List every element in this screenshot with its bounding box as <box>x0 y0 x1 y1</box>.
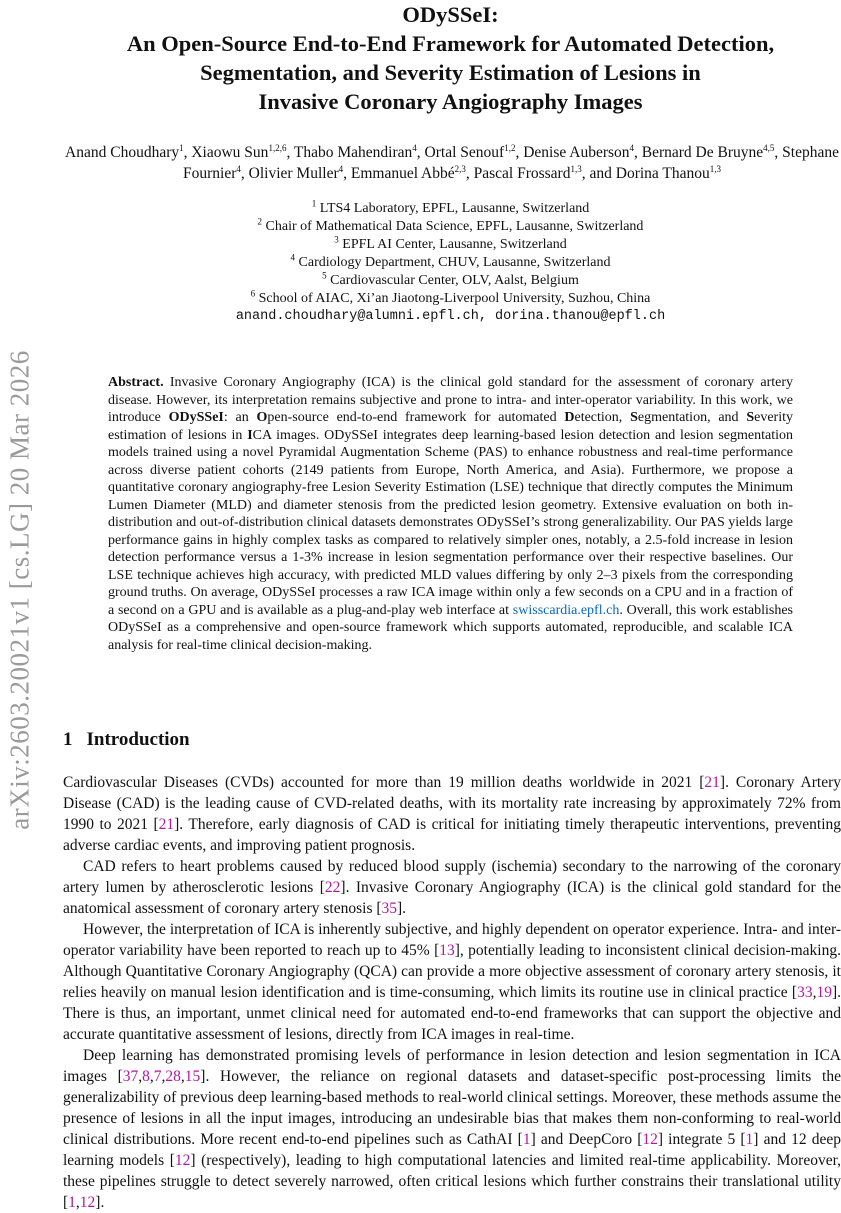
title-line: Segmentation, and Severity Estimation of Lesions in <box>200 60 701 85</box>
citation-link[interactable]: 1 <box>745 1131 754 1148</box>
citation-link[interactable]: 1 <box>522 1131 531 1148</box>
citation-link[interactable]: 8 <box>142 1068 150 1085</box>
author: Bernard De Bruyne$^{4,5}$ <box>641 142 775 161</box>
author: Thabo Mahendiran$^4$ <box>293 142 417 161</box>
citation-link[interactable]: 15 <box>184 1068 201 1085</box>
title-line: An Open-Source End-to-End Framework for Automated Detection, <box>126 31 775 56</box>
abstract-label: Abstract. <box>108 375 164 390</box>
author: Dorina Thanou$^{1,3}$ <box>615 163 721 182</box>
citation-link[interactable]: 22 <box>324 879 341 896</box>
citation-link[interactable]: 1 <box>68 1194 76 1211</box>
paragraph: CAD refers to heart problems caused by reduced blood supply (ischemia) secondary to the narrowing of the coronary artery lumen by atherosclerotic lesions [22]. Invasive Coronary Angiography (ICA) is the clinical gold standard for the anatomical assessment of coronary artery stenosis [35]. <box>63 858 841 917</box>
affiliation: $^1$ LTS4 Laboratory, EPFL, Lausanne, Switzerland <box>311 198 590 216</box>
citation-link[interactable]: 7 <box>153 1068 162 1085</box>
citation-link[interactable]: 13 <box>439 942 455 959</box>
title-line: ODySSeI: <box>402 2 499 27</box>
author: Ortal Senouf$^{1,2}$ <box>424 142 516 161</box>
citation-link[interactable]: 37 <box>122 1068 139 1085</box>
author: Denise Auberson$^4$ <box>523 142 635 161</box>
section-heading: 1 Introduction <box>63 729 190 750</box>
citation-link[interactable]: 21 <box>704 774 720 791</box>
citation-link[interactable]: 35 <box>381 900 398 917</box>
citation-link[interactable]: 21 <box>158 816 175 833</box>
citation-link[interactable]: 12 <box>642 1131 658 1148</box>
author: Olivier Muller$^4$ <box>248 163 344 182</box>
affiliations <box>60 200 841 326</box>
citation-link[interactable]: 12 <box>174 1152 191 1169</box>
affiliation: $^4$ Cardiology Department, CHUV, Lausanne, Switzerland <box>290 252 611 270</box>
author: Pascal Frossard$^{1,3}$ <box>473 163 582 182</box>
paragraph: Deep learning has demonstrated promising levels of performance in lesion detection and lesion segmentation in ICA images [37,8,7,28,15]. However, the reliance on regional datasets and dataset-specific post-processing limits the generalizability of previous deep learning-based methods to real-world clinical settings. Moreover, these methods assume the presence of lesions in all the input images, introducing an undesirable bias that makes them non-conforming to real-world clinical distributions. More recent end-to-end pipelines such as CathAI [1] and DeepCoro [12] integrate 5 [1] and 12 deep learning models [12] (respectively), leading to high computational latencies and limited real-time applicability. Moreover, these pipelines struggle to detect severely narrowed, often critical lesions which further constrains their translational utility [1,12]. <box>63 1047 841 1211</box>
author: Stephane Fournier$^4$ <box>183 144 839 182</box>
arxiv-identifier: arXiv:2603.20021v1 [cs.LG] 20 Mar 2026 <box>4 350 35 830</box>
author: Emmanuel Abbé$^{2,3}$ <box>350 163 466 182</box>
contact-emails[interactable]: anand.choudhary@alumni.epfl.ch, dorina.thanou@epfl.ch <box>235 309 666 324</box>
citation-link[interactable]: 33 <box>797 984 813 1001</box>
paragraph: Cardiovascular Diseases (CVDs) accounted for more than 19 million deaths worldwide in 2021 [21]. Coronary Artery Disease (CAD) is the leading cause of CVD-related deaths, with its mortality rate increasing by approximately 72% from 1990 to 2021 [21]. Therefore, early diagnosis of CAD is critical for initiating timely therapeutic interventions, preventing adverse cardiac events, and improving patient prognosis. <box>63 774 841 854</box>
title-line: Invasive Coronary Angiography Images <box>258 89 643 114</box>
affiliation: $^2$ Chair of Mathematical Data Science, EPFL, Lausanne, Switzerland <box>257 216 644 234</box>
affiliation: $^6$ School of AIAC, Xi’an Jiaotong-Liverpool University, Suzhou, China <box>250 288 651 306</box>
citation-link[interactable]: 28 <box>165 1068 181 1085</box>
author: Xiaowu Sun$^{1,2,6}$ <box>191 142 287 161</box>
author-list: Anand Choudhary$^1$, Xiaowu Sun$^{1,2,6}$, Thabo Mahendiran$^4$, Ortal Senouf$^{1,2}$, Denise Auberson$^4$, Bernard De Bruyne$^{4,5}$, Stephane Fournier$^4$, Olivier Muller$^4$, Emmanuel Abbé$^{2,3}$, Pascal Frossard$^{1,3}$, and Dorina Thanou$^{1,3}$ <box>65 142 839 182</box>
affiliation: $^3$ EPFL AI Center, Lausanne, Switzerland <box>334 234 567 252</box>
author: Anand Choudhary$^1$ <box>65 142 184 161</box>
citation-link[interactable]: 19 <box>816 984 832 1001</box>
citation-link[interactable]: 12 <box>79 1194 96 1211</box>
affiliation: $^5$ Cardiovascular Center, OLV, Aalst, Belgium <box>322 270 579 288</box>
introduction-body <box>63 772 841 1213</box>
abstract: Abstract. Invasive Coronary Angiography (ICA) is the clinical gold standard for the assessment of coronary artery disease. However, its interpretation remains subjective and prone to intra- and inter-operator variability. In this work, we introduce ODySSeI: an Open-source end-to-end framework for automated Detection, Segmentation, and Severity estimation of lesions in ICA images. ODySSeI integrates deep learning-based lesion detection and lesion segmentation models trained using a novel Pyramidal Augmentation Scheme (PAS) to enhance robustness and real-time performance across diverse patient cohorts (2149 patients from Europe, North America, and Asia). Furthermore, we propose a quantitative coronary angiography-free Lesion Severity Estimation (LSE) technique that directly computes the Minimum Lumen Diameter (MLD) and diameter stenosis from the predicted lesion geometry. Extensive evaluation on both in-distribution and out-of-distribution clinical datasets demonstrates ODySSeI’s strong generalizability. Our PAS yields large performance gains in highly complex tasks as compared to relatively simpler ones, notably, a 2.5-fold increase in lesion detection performance versus a 1-3% increase in lesion segmentation performance over their respective baselines. Our LSE technique achieves high accuracy, with predicted MLD values differing by only 2–3 pixels from the corresponding ground truths. On average, ODySSeI processes a raw ICA image within only a few seconds on a CPU and in a fraction of a second on a GPU and is available as a plug-and-play web interface at swisscardia.epfl.ch. Overall, this work establishes ODySSeI as a comprehensive and open-source framework which supports automated, reproducible, and scalable ICA analysis for real-time clinical decision-making. <box>108 375 794 653</box>
web-interface-link[interactable]: swisscardia.epfl.ch <box>512 602 620 618</box>
paragraph: However, the interpretation of ICA is inherently subjective, and highly dependent on operator experience. Intra- and inter-operator variability have been reported to reach up to 45% [13], potentially leading to inconsistent clinical decision-making. Although Quantitative Coronary Angiography (QCA) can provide a more objective assessment of coronary artery stenosis, it relies heavily on manual lesion identification and is time-consuming, which limits its routine use in clinical practice [33,19]. There is thus, an important, unmet clinical need for automated end-to-end frameworks that can support the objective and accurate quantitative assessment of lesions, directly from ICA images in real-time. <box>63 921 841 1043</box>
arxiv-sidebar <box>0 300 40 880</box>
paper-title <box>60 0 841 116</box>
